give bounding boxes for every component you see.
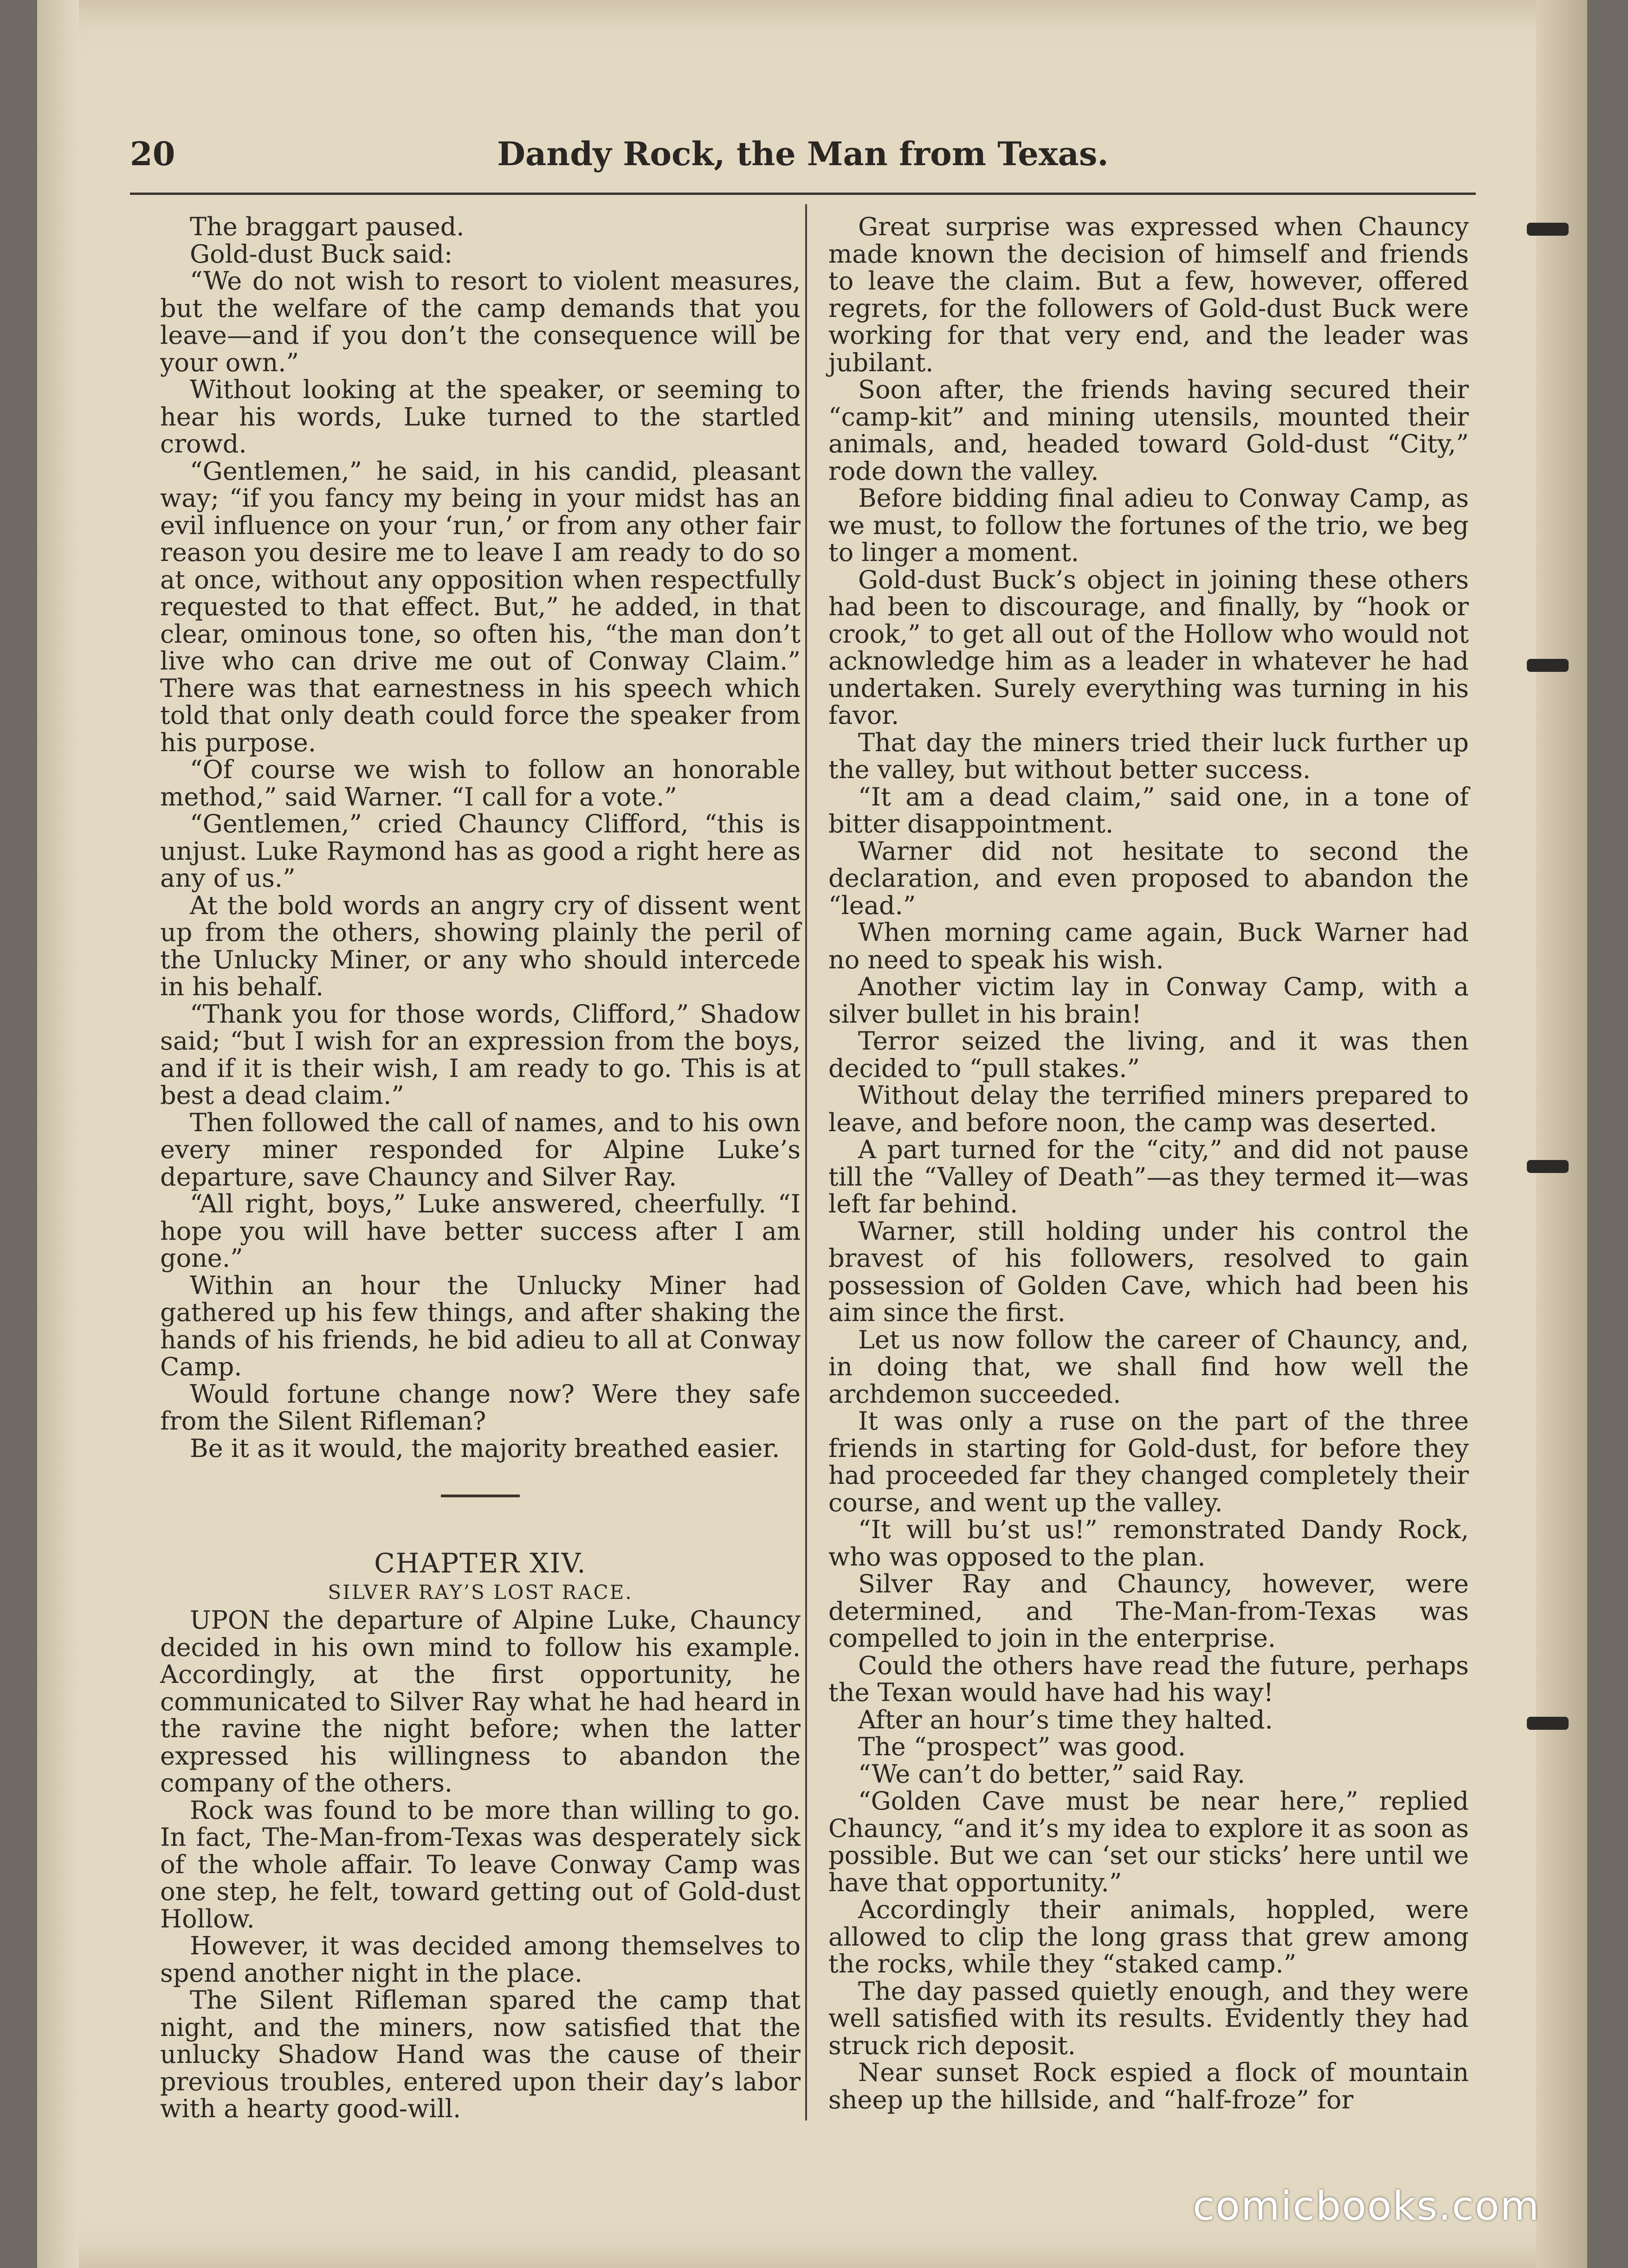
paragraph: Another victim lay in Conway Camp, with a silver bullet in his brain! [828, 972, 1469, 1029]
right-column-paragraphs [828, 213, 1469, 2113]
paragraph: “All right, boys,” Luke answered, cheerfully. “I hope you will have better success after I am gone.” [160, 1189, 801, 1273]
paragraph: The braggart paused. [190, 212, 465, 241]
paragraph: Let us now follow the career of Chauncy, and, in doing that, we shall find how well the archdemon succeeded. [828, 1325, 1469, 1409]
paragraph: Gold-dust Buck said: [190, 239, 453, 269]
paragraph: “It am a dead claim,” said one, in a tone of bitter disappointment. [828, 782, 1469, 838]
paragraph: Soon after, the friends having secured their “camp-kit” and mining utensils, mounted their animals, and, headed toward Gold-dust “City,” rode down the valley. [828, 375, 1469, 486]
header-rule [130, 193, 1476, 195]
paragraph: “It will bu’st us!” remonstrated Dandy Rock, who was opposed to the plan. [828, 1515, 1469, 1572]
paragraph: Then followed the call of names, and to his own every miner responded for Alpine Luke’s departure, save Chauncy and Silver Ray. [160, 1108, 801, 1192]
binding-staple [1527, 1717, 1569, 1730]
chapter-divider [441, 1495, 520, 1497]
paragraph: UPON the departure of Alpine Luke, Chauncy decided in his own mind to follow his example. Accordingly, at the first opportunity, he communicated to Silver Ray what he had heard in the ravine the night before; when the latter expressed his willingness to abandon the company of the others. [160, 1605, 801, 1798]
paragraph: “Golden Cave must be near here,” replied Chauncy, “and it’s my idea to explore it as soon as possible. But we can ‘set our sticks’ here until we have that opportunity.” [828, 1786, 1469, 1897]
left-column [160, 213, 801, 2123]
paragraph: When morning came again, Buck Warner had no need to speak his wish. [828, 918, 1469, 974]
paragraph: Before bidding final adieu to Conway Camp, as we must, to follow the fortunes of the trio, we beg to linger a moment. [828, 483, 1469, 567]
paragraph: Accordingly their animals, hoppled, were allowed to clip the long grass that grew among the rocks, while they “staked camp.” [828, 1895, 1469, 1978]
paragraph: The day passed quietly enough, and they were well satisfied with its results. Evidently they had struck rich deposit. [828, 1976, 1469, 2060]
binding-staple [1527, 659, 1569, 672]
paragraph: Rock was found to be more than willing to go. In fact, The-Man-from-Texas was desperately sick of the whole affair. To leave Conway Camp was one step, he felt, toward getting out of Gold-dust Hollow. [160, 1795, 801, 1933]
paragraph: “We can’t do better,” said Ray. [858, 1759, 1246, 1789]
paragraph: It was only a ruse on the part of the three friends in starting for Gold-dust, for before they had proceeded far they changed completely their course, and went up the valley. [828, 1406, 1469, 1517]
paragraph: “Of course we wish to follow an honorable method,” said Warner. “I call for a vote.” [160, 755, 801, 812]
binding-staple [1527, 223, 1569, 236]
right-column [828, 213, 1469, 2113]
chapter-title: CHAPTER XIV. [374, 1547, 587, 1579]
left-column-paragraphs [160, 213, 801, 1462]
paragraph: Warner, still holding under his control the bravest of his followers, resolved to gain possession of Golden Cave, which had been his aim since the first. [828, 1216, 1469, 1327]
page-spine-shadow [37, 0, 79, 2268]
paragraph: “We do not wish to resort to violent measures, but the welfare of the camp demands that you leave—and if you don’t the consequence will be your own.” [160, 266, 801, 377]
paragraph: Would fortune change now? Were they safe from the Silent Rifleman? [160, 1379, 801, 1436]
paragraph: The Silent Rifleman spared the camp that night, and the miners, now satisfied that the unlucky Shadow Hand was the cause of their previous troubles, entered upon their day’s labor with a hearty good-will. [160, 1985, 801, 2123]
binding-edge [1536, 0, 1587, 2268]
paragraph: Warner did not hesitate to second the declaration, and even proposed to abandon the “lead.” [828, 836, 1469, 920]
watermark: comicbooks.com [1193, 2183, 1540, 2229]
paragraph: “Thank you for those words, Clifford,” Shadow said; “but I wish for an expression from the boys, and if it is their wish, I am ready to go. This is at best a dead claim.” [160, 999, 801, 1110]
paragraph: After an hour’s time they halted. [858, 1705, 1273, 1734]
paragraph: Without looking at the speaker, or seeming to hear his words, Luke turned to the startled crowd. [160, 375, 801, 458]
running-title: Dandy Rock, the Man from Texas. [497, 135, 1109, 173]
paragraph: Great surprise was expressed when Chauncy made known the decision of himself and friends to leave the claim. But a few, however, offered regrets, for the followers of Gold-dust Buck were working for that very end, and the leader was jubilant. [828, 212, 1469, 377]
paragraph: The “prospect” was good. [858, 1732, 1186, 1761]
paragraph: At the bold words an angry cry of dissent went up from the others, showing plainly the peril of the Unlucky Miner, or any who should intercede in his behalf. [160, 890, 801, 1001]
paragraph: “Gentlemen,” cried Chauncy Clifford, “this is unjust. Luke Raymond has as good a right here as any of us.” [160, 809, 801, 893]
paragraph: “Gentlemen,” he said, in his candid, pleasant way; “if you fancy my being in your midst has an evil influence on your ‘run,’ or from any other fair reason you desire me to leave I am ready to do so at once, without any opposition when respectfully requested to that effect. But,” he added, in that clear, ominous tone, so often his, “the man don’t live who can drive me out of Conway Claim.” There was that earnestness in his speech which told that only death could force the speaker from his purpose. [160, 456, 801, 757]
paragraph: Terror seized the living, and it was then decided to “pull stakes.” [828, 1026, 1469, 1083]
paragraph: Be it as it would, the majority breathed easier. [190, 1433, 780, 1463]
chapter-subtitle: SILVER RAY’S LOST RACE. [328, 1581, 633, 1604]
column-divider [805, 204, 807, 2120]
paragraph: A part turned for the “city,” and did not pause till the “Valley of Death”—as they termed it—was left far behind. [828, 1135, 1469, 1218]
paragraph: That day the miners tried their luck further up the valley, but without better success. [828, 728, 1469, 784]
paragraph: Silver Ray and Chauncy, however, were determined, and The-Man-from-Texas was compelled to join in the enterprise. [828, 1569, 1469, 1653]
paragraph: Within an hour the Unlucky Miner had gathered up his few things, and after shaking the hands of his friends, he bid adieu to all at Conway Camp. [160, 1270, 801, 1381]
page-number: 20 [130, 135, 175, 173]
paragraph: Could the others have read the future, perhaps the Texan would have had his way! [828, 1650, 1469, 1707]
paragraph: Gold-dust Buck’s object in joining these others had been to discourage, and finally, by “hook or crook,” to get all out of the Hollow who would not acknowledge him as a leader in whatever he had undertaken. Surely everything was turning in his favor. [828, 565, 1469, 730]
paragraph: Without delay the terrified miners prepared to leave, and before noon, the camp was deserted. [828, 1081, 1469, 1137]
running-header [130, 135, 1476, 186]
paragraph: Near sunset Rock espied a flock of mountain sheep up the hillside, and “half-froze” for [828, 2058, 1469, 2114]
paragraph: However, it was decided among themselves to spend another night in the place. [160, 1931, 801, 1988]
binding-staple [1527, 1160, 1569, 1173]
chapter-paragraphs [160, 1607, 801, 2123]
